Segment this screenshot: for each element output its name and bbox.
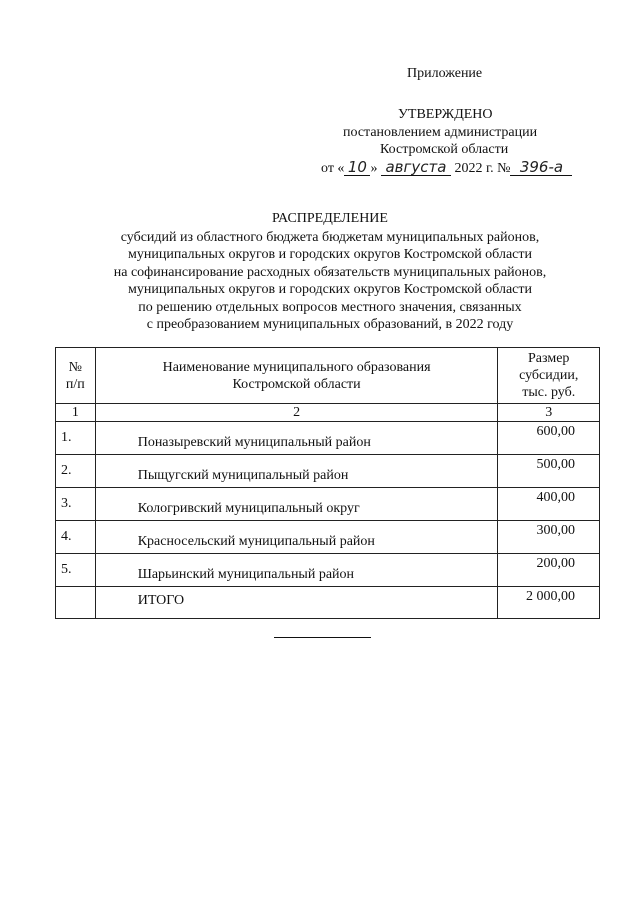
date-year: 2022 г. № xyxy=(454,161,511,176)
total-number-cell xyxy=(56,587,96,619)
column-number: 1 xyxy=(56,404,96,422)
column-number: 2 xyxy=(95,404,498,422)
date-prefix: от « xyxy=(321,161,345,176)
total-label: ИТОГО xyxy=(95,587,498,619)
row-amount: 200,00 xyxy=(498,554,600,587)
row-amount: 600,00 xyxy=(498,422,600,455)
table-row xyxy=(56,455,600,488)
decree-dateline xyxy=(321,160,572,177)
table-row xyxy=(56,422,600,455)
header-name-l2: Костромской области xyxy=(232,376,361,392)
title-line: по решению отдельных вопросов местного значения, связанных xyxy=(138,299,522,315)
table-row xyxy=(56,488,600,521)
header-name-l1: Наименование муниципального образования xyxy=(162,359,431,375)
header-amount-l1: Размер xyxy=(528,351,570,366)
row-name: Пыщугский муниципальный район xyxy=(95,455,498,488)
row-amount: 500,00 xyxy=(498,455,600,488)
subsidy-table xyxy=(55,347,600,619)
row-name: Шарьинский муниципальный район xyxy=(95,554,498,587)
decree-label: постановлением администрации xyxy=(343,125,538,140)
region-label: Костромской области xyxy=(380,142,509,157)
row-number: 3. xyxy=(56,488,96,521)
date-month: августа xyxy=(381,160,451,176)
table-header-row xyxy=(56,348,600,404)
appendix-label: Приложение xyxy=(407,66,483,81)
header-name xyxy=(95,348,498,404)
row-name: Красносельский муниципальный район xyxy=(95,521,498,554)
decree-number: 396-а xyxy=(510,160,572,176)
header-number-l2: п/п xyxy=(65,376,85,392)
row-number: 1. xyxy=(56,422,96,455)
document-title xyxy=(70,210,590,334)
header-amount-l2: субсидии, xyxy=(519,368,579,383)
title-heading: РАСПРЕДЕЛЕНИЕ xyxy=(272,211,388,226)
row-number: 4. xyxy=(56,521,96,554)
total-row xyxy=(56,587,600,619)
header-number-l1: № xyxy=(68,359,83,375)
header-amount-l3: тыс. руб. xyxy=(522,385,576,400)
column-number: 3 xyxy=(498,404,600,422)
title-line: муниципальных округов и городских округов Костромской области xyxy=(128,247,532,262)
end-separator xyxy=(274,637,371,638)
table-row xyxy=(56,521,600,554)
header-amount xyxy=(498,348,600,404)
row-amount: 400,00 xyxy=(498,488,600,521)
title-line: субсидий из областного бюджета бюджетам муниципальных районов, xyxy=(120,229,540,245)
row-amount: 300,00 xyxy=(498,521,600,554)
row-number: 2. xyxy=(56,455,96,488)
table-row xyxy=(56,554,600,587)
column-number-row xyxy=(56,404,600,422)
row-name: Кологривский муниципальный округ xyxy=(95,488,498,521)
title-line: с преобразованием муниципальных образований, в 2022 году xyxy=(146,317,514,332)
row-number: 5. xyxy=(56,554,96,587)
total-amount: 2 000,00 xyxy=(498,587,600,619)
title-line: муниципальных округов и городских округов Костромской области xyxy=(128,282,532,297)
title-line: на софинансирование расходных обязательств муниципальных районов, xyxy=(113,264,547,280)
row-name: Поназыревский муниципальный район xyxy=(95,422,498,455)
date-mid: » xyxy=(370,161,378,176)
date-day: 10 xyxy=(344,160,370,176)
approved-label: УТВЕРЖДЕНО xyxy=(398,107,493,122)
header-number xyxy=(56,348,96,404)
